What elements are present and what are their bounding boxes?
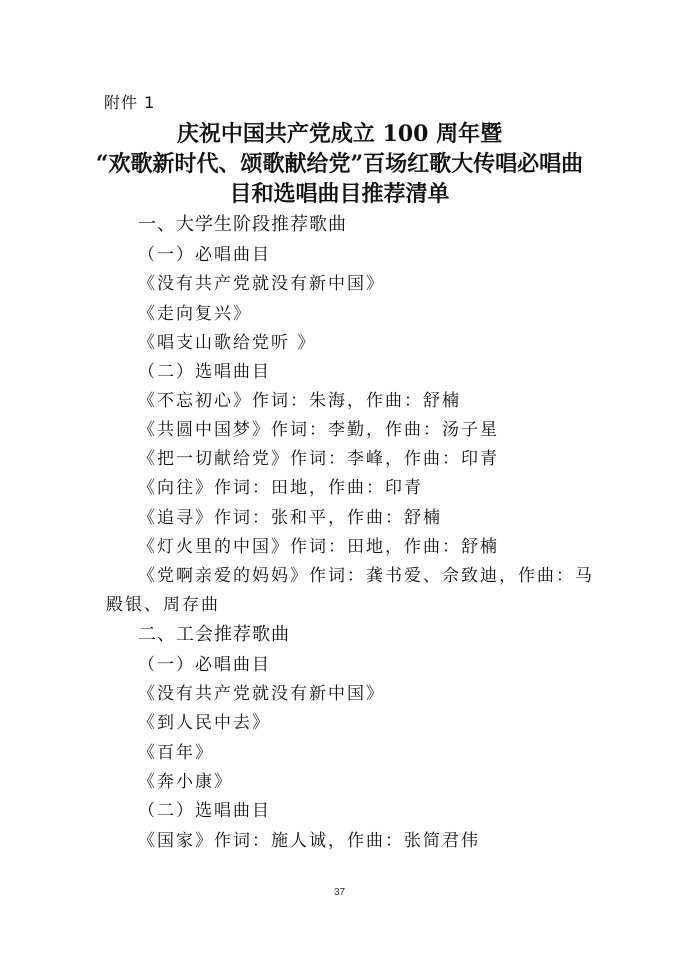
song-item: 《追寻》作词：张和平，作曲：舒楠 bbox=[138, 508, 442, 528]
song-item: 《国家》作词：施人诚，作曲：张简君伟 bbox=[138, 831, 480, 851]
song-item: 《奔小康》 bbox=[138, 772, 233, 792]
song-item: 《唱支山歌给党听 》 bbox=[138, 333, 317, 353]
required-heading: （一）必唱曲目 bbox=[138, 655, 271, 675]
page-number: 37 bbox=[333, 887, 346, 898]
song-item: 《百年》 bbox=[138, 743, 214, 763]
song-item: 《把一切献给党》作词：李峰，作曲：印青 bbox=[138, 449, 499, 469]
song-item: 《到人民中去》 bbox=[138, 713, 271, 733]
required-heading: （一）必唱曲目 bbox=[138, 245, 271, 265]
song-item: 《向往》作词：田地，作曲：印青 bbox=[138, 478, 423, 498]
song-item-continuation: 殿银、周存曲 bbox=[106, 595, 220, 615]
song-item: 《党啊亲爱的妈妈》作词：龚书爱、佘致迪，作曲：马 bbox=[138, 566, 594, 586]
song-item: 《灯火里的中国》作词：田地，作曲：舒楠 bbox=[138, 537, 499, 557]
section-heading: 一、大学生阶段推荐歌曲 bbox=[138, 214, 347, 235]
song-item: 《不忘初心》作词：朱海，作曲：舒楠 bbox=[138, 391, 461, 411]
song-item: 《共圆中国梦》作词：李勤，作曲：汤子星 bbox=[138, 420, 499, 440]
song-item: 《没有共产党就没有新中国》 bbox=[138, 274, 385, 294]
title-line-1: 庆祝中国共产党成立 100 周年暨 bbox=[176, 121, 503, 147]
title-line-3: 目和选唱曲目推荐清单 bbox=[229, 181, 450, 207]
optional-heading: （二）选唱曲目 bbox=[138, 801, 271, 821]
song-item: 《没有共产党就没有新中国》 bbox=[138, 684, 385, 704]
optional-heading: （二）选唱曲目 bbox=[138, 362, 271, 382]
title-line-2: “欢歌新时代、颂歌献给党”百场红歌大传唱必唱曲 bbox=[95, 151, 584, 177]
attachment-label: 附件 1 bbox=[104, 93, 156, 112]
section-heading: 二、工会推荐歌曲 bbox=[138, 624, 290, 645]
song-item: 《走向复兴》 bbox=[138, 304, 252, 324]
